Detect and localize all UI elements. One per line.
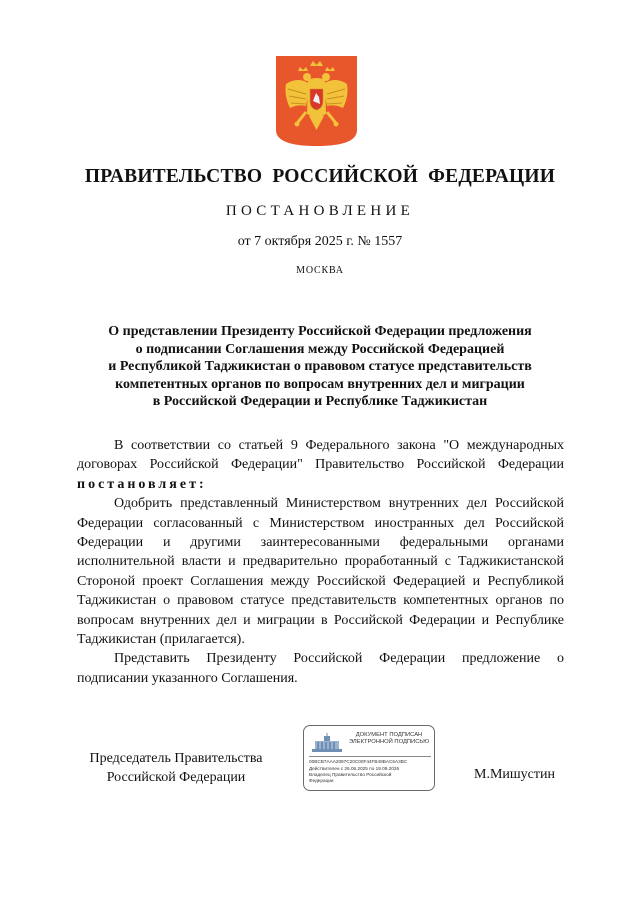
stamp-owner: Владелец Правительство Российской: [309, 772, 392, 777]
preamble-paragraph: [77, 436, 564, 494]
signatory-position: [76, 749, 276, 787]
document-date-number: от 7 октября 2025 г. № 1557: [237, 234, 403, 249]
stamp-title: [346, 732, 432, 746]
government-title: ПРАВИТЕЛЬСТВО РОССИЙСКОЙ ФЕДЕРАЦИИ: [84, 166, 556, 187]
subject-line: и Республикой Таджикистан о правовом статусе представительств: [108, 359, 532, 374]
stamp-title-line: ЭЛЕКТРОННОЙ ПОДПИСЬЮ: [348, 739, 430, 745]
coat-of-arms-icon: [276, 56, 357, 146]
stamp-validity: Действителен с 26.06.2025 по 19.09.2026: [309, 766, 400, 771]
item-1-paragraph: Одобрить представленный Министерством внутренних дел Российской Федерации согласованный с Министерством иностранных дел Российской Федерации и другими заинтересованными федеральными органами исполнительной власти и предварительно проработанный с Таджикистанской Стороной проект Соглашения между Российской Федерацией и Республикой Таджикистан о правовом статусе представительств компетентных органов по вопросам внутренних дел и миграции в Российской Федерации и Республике Таджикистан (прилагается).: [77, 496, 564, 648]
position-line: Российской Федерации: [106, 770, 246, 785]
government-building-icon: [310, 733, 344, 755]
document-body: [77, 436, 564, 688]
stamp-certificate: 00BCB7AAA2097C20C00F44FB49BAC6A3BC: [309, 759, 408, 764]
stamp-divider: [309, 756, 431, 757]
stamp-title-line: ДОКУМЕНТ ПОДПИСАН: [355, 732, 423, 738]
subject-line: о подписании Соглашения между Российской Федерацией: [135, 341, 505, 357]
document-city: МОСКВА: [296, 265, 344, 276]
electronic-signature-stamp: [303, 725, 435, 791]
item-2-paragraph: Представить Президенту Российской Федерации предложение о подписании указанного Соглашения.: [77, 651, 564, 686]
decree-word: постановляет:: [77, 476, 207, 492]
signatory-name: М.Мишустин: [474, 767, 555, 782]
stamp-owner: Федерации: [309, 778, 334, 783]
document-subject: [70, 323, 570, 411]
subject-line: О представлении Президенту Российской Федерации предложения: [108, 324, 532, 339]
subject-line: в Российской Федерации и Республике Таджикистан: [152, 394, 488, 409]
preamble-text: В соответствии со статьей 9 Федерального закона "О международных договорах Российской Федерации" Правительство Российской Федерации: [77, 438, 564, 473]
document-type: ПОСТАНОВЛЕНИЕ: [225, 203, 415, 219]
position-line: Председатель Правительства: [89, 751, 263, 766]
subject-line: компетентных органов по вопросам внутренних дел и миграции: [115, 376, 525, 392]
